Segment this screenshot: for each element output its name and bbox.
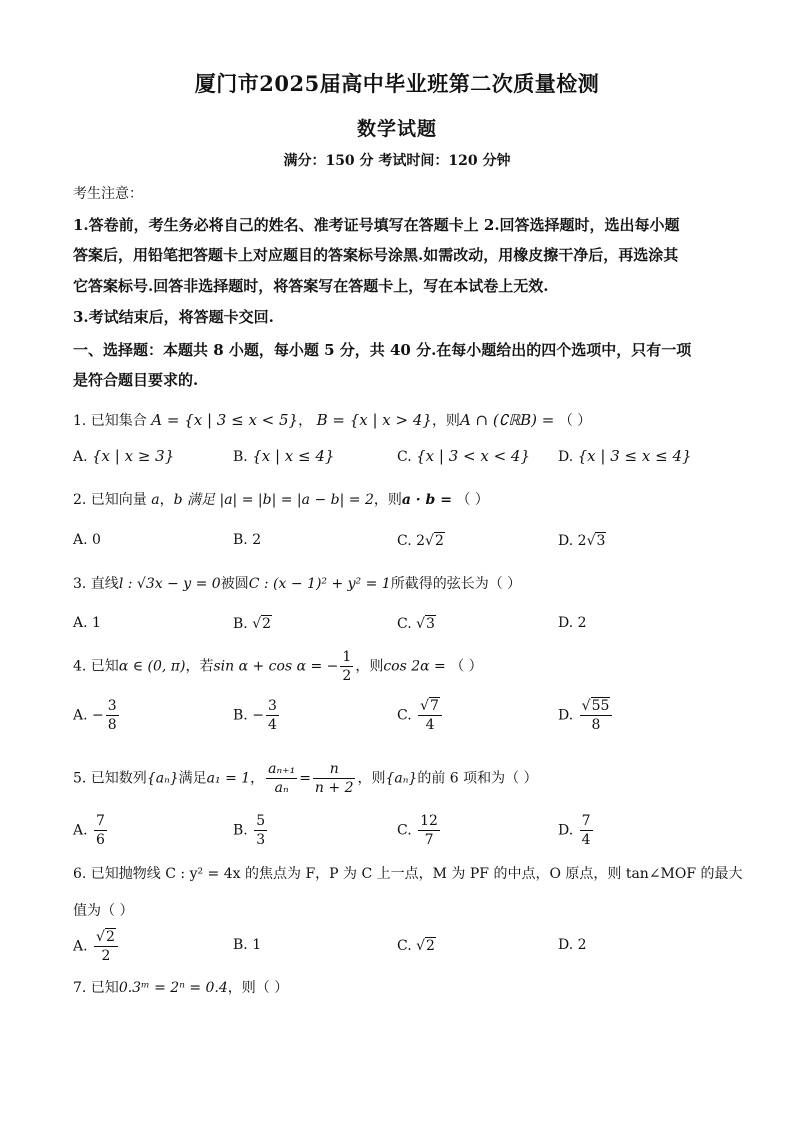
denominator: 2 <box>342 668 352 684</box>
option-label: D. <box>558 822 574 839</box>
question-6-line-1: 6. 已知抛物线 C : y² = 4x 的焦点为 F，P 为 C 上一点，M 为 PF 的中点，O 原点，则 tan∠MOF 的最大 <box>73 866 743 882</box>
option-fraction <box>418 812 440 849</box>
notice-line-1: 1.答卷前，考生务必将自己的姓名、准考证号填写在答题卡上 2.回答选择题时，选出每小题 <box>73 216 680 234</box>
option-text: 1 <box>252 937 262 953</box>
notice-heading: 考生注意： <box>73 186 143 202</box>
question-2 <box>73 489 489 509</box>
q3-text-a: 3. 直线 <box>73 576 119 592</box>
exam-title: 厦门市2025届高中毕业班第二次质量检测 <box>194 71 600 96</box>
option-radicand: 55 <box>591 698 610 714</box>
numerator: n <box>313 760 356 779</box>
option-label: B. <box>233 616 248 632</box>
option-label: B. <box>233 532 248 548</box>
q5-sep: ， <box>250 770 265 787</box>
option-sign: − <box>92 707 104 724</box>
q4-option-c[interactable] <box>397 697 444 734</box>
q5-option-c[interactable] <box>397 812 442 849</box>
option-text: {x | x ≤ 4} <box>252 447 335 465</box>
option-label: C. <box>397 616 412 632</box>
option-text: 2 <box>577 937 587 953</box>
q2-sep: ， <box>159 492 174 508</box>
q4-cond-2: sin α + cos α = − <box>213 658 339 675</box>
exam-subtitle: 数学试题 <box>356 118 437 140</box>
option-label: D. <box>558 937 574 953</box>
q3-circle-eq: C : (x − 1)² + y² = 1 <box>248 576 391 592</box>
option-text: 2 <box>252 532 262 548</box>
q3-text-b: 被圆 <box>220 576 249 592</box>
q5-option-a[interactable] <box>73 812 109 849</box>
option-fraction <box>580 812 593 849</box>
option-label: D. <box>558 615 574 631</box>
q5-option-b[interactable] <box>233 812 269 849</box>
q5-sequence-2: {aₙ} <box>385 770 418 787</box>
q3-option-d[interactable] <box>558 615 587 631</box>
numerator: aₙ₊₁ <box>268 761 296 777</box>
option-radicand: 2 <box>434 533 444 549</box>
option-label: A. <box>73 615 88 631</box>
q4-option-a[interactable] <box>73 697 121 734</box>
q4-then: ，则 <box>355 658 384 675</box>
q1-prefix: 1. 已知集合 <box>73 413 147 429</box>
option-label: D. <box>558 533 574 549</box>
q3-option-b[interactable]: B. √2 <box>233 616 272 632</box>
denominator: 4 <box>425 717 435 733</box>
option-fraction <box>94 812 107 849</box>
q2-expr: a · b = <box>401 492 452 508</box>
q3-text-c: 所截得的弦长为（ ） <box>390 576 522 592</box>
denominator: 3 <box>256 832 266 848</box>
q4-option-d[interactable] <box>558 697 614 734</box>
option-fraction <box>580 697 613 734</box>
option-text: {x | 3 ≤ x ≤ 4} <box>577 447 692 465</box>
section-heading-line-2: 是符合题目要求的. <box>73 371 199 389</box>
option-label: B. <box>233 937 248 953</box>
option-fraction <box>254 812 267 849</box>
denominator: 8 <box>107 717 117 733</box>
q1-set-a: A = {x | 3 ≤ x < 5} <box>151 411 299 429</box>
option-text: 1 <box>92 615 101 631</box>
question-6-line-2: 值为（ ） <box>73 903 134 919</box>
q6-option-d[interactable] <box>558 937 587 953</box>
q1-comma: ， <box>298 413 313 429</box>
q4-blank: （ ） <box>450 658 483 675</box>
q5-cond-1: a₁ = 1 <box>206 770 251 787</box>
option-sign: − <box>252 707 264 724</box>
q2-then: ，则 <box>373 492 402 508</box>
option-fraction <box>266 697 279 734</box>
q5-then: ，则 <box>357 770 386 787</box>
q6-option-a[interactable] <box>73 928 120 965</box>
denominator: 8 <box>591 717 601 733</box>
q6-option-c[interactable]: C. √2 <box>397 938 435 954</box>
numerator: 3 <box>267 698 277 714</box>
question-1 <box>73 410 591 430</box>
numerator: 7 <box>581 813 591 829</box>
q2-vector-a: a <box>151 492 160 508</box>
option-text: {x | 3 < x < 4} <box>416 447 531 465</box>
denominator: 2 <box>101 948 111 964</box>
option-radicand: 7 <box>430 698 439 714</box>
q1-option-d[interactable] <box>558 447 692 465</box>
q2-prefix: 2. 已知向量 <box>73 492 147 508</box>
numerator: 5 <box>256 813 266 829</box>
option-text: {x | x ≥ 3} <box>92 447 175 465</box>
q5-option-d[interactable] <box>558 812 595 849</box>
q5-lhs-fraction <box>266 760 297 797</box>
option-label: C. <box>397 938 412 954</box>
denominator: aₙ <box>274 780 289 796</box>
question-3 <box>73 573 521 593</box>
option-label: C. <box>397 822 412 839</box>
option-fraction <box>106 697 119 734</box>
notice-line-2: 答案后，用铅笔把答题卡上对应题目的答案标号涂黑.如需改动，用橡皮擦干净后，再选涂其 <box>73 246 679 264</box>
option-label: A. <box>73 707 88 724</box>
numerator: 7 <box>96 813 105 829</box>
option-radicand: 3 <box>596 533 606 549</box>
numerator: 1 <box>342 649 352 665</box>
option-fraction <box>418 697 442 734</box>
numerator: √7 <box>418 697 442 716</box>
option-radicand: 2 <box>426 938 435 954</box>
exam-meta: 满分：150 分 考试时间：120 分钟 <box>283 153 511 169</box>
option-text: 0 <box>92 532 101 548</box>
q1-set-b: B = {x | x > 4} <box>316 411 432 429</box>
denominator: 4 <box>581 832 591 848</box>
numerator: √55 <box>580 697 613 716</box>
denominator: 7 <box>424 832 434 848</box>
notice-line-3: 它答案标号.回答非选择题时，将答案写在答题卡上，写在本试卷上无效. <box>73 277 549 295</box>
q2-blank: （ ） <box>456 492 489 508</box>
denominator: 4 <box>267 717 277 733</box>
q4-mid: ，若 <box>185 658 214 675</box>
option-label: A. <box>73 532 88 548</box>
q1-blank: （ ） <box>558 413 592 429</box>
option-label: D. <box>558 707 574 724</box>
option-label: A. <box>73 449 88 465</box>
question-7 <box>73 977 288 997</box>
numerator: √2 <box>94 928 118 947</box>
option-text: 2 <box>577 533 587 549</box>
numerator: 12 <box>420 813 438 829</box>
option-text: 2 <box>577 615 587 631</box>
q5-prefix: 5. 已知数列 <box>73 770 147 787</box>
option-radicand: 2 <box>105 929 115 945</box>
q3-option-a[interactable] <box>73 615 101 631</box>
option-label: C. <box>397 707 412 724</box>
q4-prefix: 4. 已知 <box>73 658 119 675</box>
q7-prefix: 7. 已知 <box>73 980 119 996</box>
option-label: C. <box>397 533 412 549</box>
option-label: D. <box>558 449 574 465</box>
option-label: B. <box>233 449 248 465</box>
q3-line-eq: l : √3x − y = 0 <box>118 576 221 592</box>
q4-fraction <box>340 648 353 685</box>
q2-option-c[interactable]: C. 2√2 <box>397 533 444 549</box>
q4-cond-1: α ∈ (0, π) <box>118 658 186 675</box>
option-radicand: 3 <box>426 616 435 632</box>
q5-tail: 的前 6 项和为（ ） <box>417 770 538 787</box>
q3-option-c[interactable]: C. √3 <box>397 616 435 632</box>
option-label: A. <box>73 822 88 839</box>
q1-option-b[interactable] <box>233 447 334 465</box>
q5-eq: = <box>299 770 311 787</box>
q2-vector-b: b <box>173 492 183 508</box>
q4-expr: cos 2α = <box>383 658 446 675</box>
option-fraction <box>94 928 118 965</box>
q7-tail: ，则（ ） <box>227 980 289 996</box>
q2-condition: 满足 |a| = |b| = |a − b| = 2 <box>187 492 374 508</box>
q1-then: ，则 <box>431 413 460 429</box>
question-4 <box>73 648 483 685</box>
q6-option-b[interactable] <box>233 937 261 953</box>
q2-option-b[interactable] <box>233 532 261 548</box>
question-5 <box>73 760 538 797</box>
q1-option-c[interactable] <box>397 447 530 465</box>
q5-cond-text: 满足 <box>178 770 207 787</box>
q1-expr: A ∩ (∁ℝB) = <box>459 411 555 429</box>
option-label: B. <box>233 707 248 724</box>
denominator: 6 <box>96 832 105 848</box>
section-heading-line-1: 一、选择题：本题共 8 小题，每小题 5 分，共 40 分.在每小题给出的四个选项中，只有一项 <box>73 341 692 359</box>
numerator: 3 <box>107 698 117 714</box>
denominator: n + 2 <box>314 780 354 796</box>
q2-option-a[interactable] <box>73 532 101 548</box>
q5-rhs-fraction <box>313 760 356 797</box>
q5-sequence: {aₙ} <box>146 770 179 787</box>
option-label: B. <box>233 822 248 839</box>
q7-expr: 0.3ᵐ = 2ⁿ = 0.4 <box>118 980 228 996</box>
option-radicand: 2 <box>262 616 272 632</box>
q2-option-d[interactable]: D. 2√3 <box>558 533 606 549</box>
q1-option-a[interactable] <box>73 447 174 465</box>
q4-option-b[interactable] <box>233 697 281 734</box>
option-text: 2 <box>416 533 426 549</box>
option-label: A. <box>73 938 88 955</box>
notice-line-4: 3.考试结束后，将答题卡交回. <box>73 308 274 326</box>
option-label: C. <box>397 449 412 465</box>
